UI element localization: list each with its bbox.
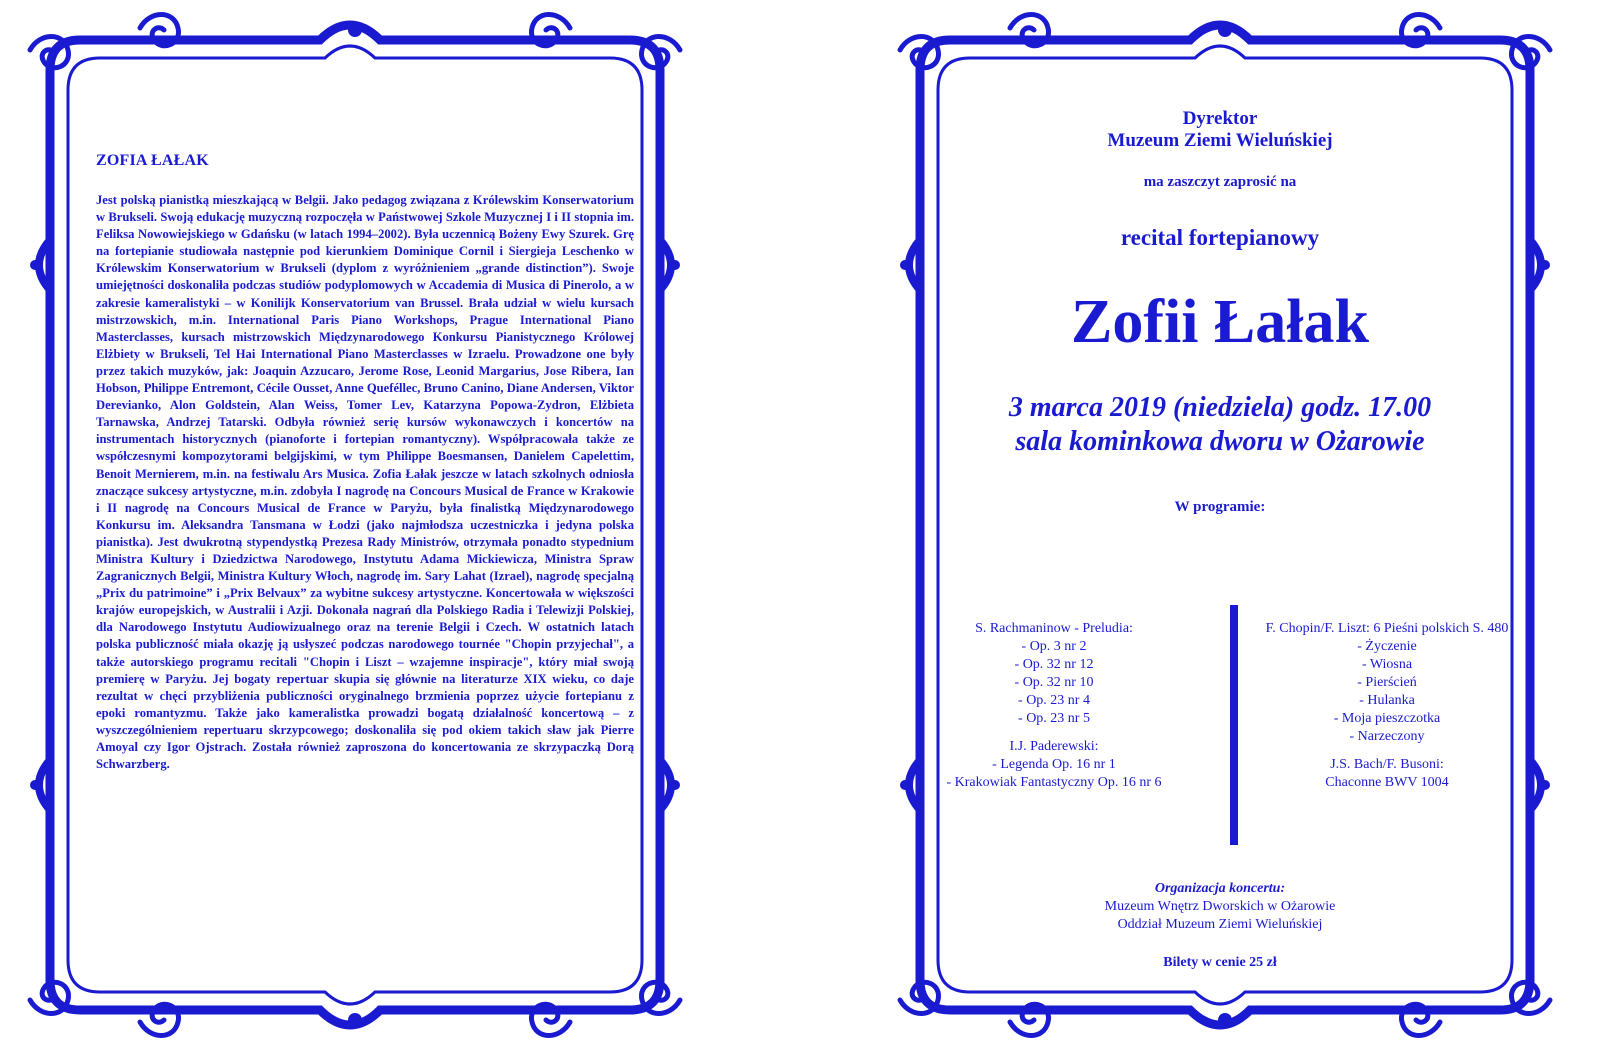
program-item: - Op. 3 nr 2 xyxy=(1021,639,1087,654)
program-item: F. Chopin/F. Liszt: 6 Pieśni polskich S. 480 xyxy=(1265,621,1509,636)
program-item: - Wiosna xyxy=(1361,657,1413,672)
host-title: Dyrektor xyxy=(1182,108,1258,129)
program-item: - Op. 23 nr 5 xyxy=(1018,711,1090,726)
host-institution: Muzeum Ziemi Wieluńskiej xyxy=(1107,130,1333,151)
program-spacer xyxy=(1222,746,1552,756)
biography-text: Jest polską pianistką mieszkającą w Belgii. Jako pedagog związana z Królewskim Konserwatorium w Brukseli. Swoją edukację muzyczną rozpoczęła w Państwowej Szkole Muzycznej I i II stopnia im. Feliksa Nowowiejskiego w Gdańsku (w latach 1994–2002). Była uczennicą Bożeny Ewy Szurek. Grę na fortepianie studiowała następnie pod kierunkiem Dominique Cornil i Siergieja Leschenko w Królewskim Konserwatorium w Brukseli (dyplom z wyróżnieniem „grande distinction”). Swoje umiejętności doskonaliła podczas studiów podyplomowych w Accademia di Musica di Pinerolo, a w zakresie kameralistyki – w Konilijk Konservatorium van Brussel. Brała udział w wielu kursach mistrzowskich, m.in. International Paris Piano Workshops, Prague International Piano Masterclasses, kursach mistrzowskich Międzynarodowego Konkursu Pianistycznego Królowej Elżbiety w Brukseli, Tel Hai International Piano Masterclasses w Izraelu. Prowadzone one były przez takich muzyków, jak: Joaquin Azzucaro, Jerome Rose, Leonid Margarius, Jose Ribera, Ian Hobson, Philippe Entremont, Cécile Ousset, Anne Queféllec, Bruno Canino, Diane Andersen, Viktor Derevianko, Alon Goldstein, Alan Weiss, Tomer Lev, Katarzyna Popowa-Zydron, Elżbieta Tarnawska, Andrzej Tatarski. Odbyła również serię kursów wykonawczych i koncertów na instrumentach historycznych (pianoforte i fortepian romantyczny). Współpracowała także ze współczesnymi kompozytorami belgijskimi, w tym Philippe Boesmansen, Danielem Capelettim, Benoit Mernierem, m.in. na festiwalu Ars Musica. Zofia Łałak jeszcze w latach szkolnych odniosła znaczące sukcesy artystyczne, m.in. zdobyła I nagrodę na Concours Musical de France w Krakowie i II nagrodę na Concours Musical de France w Paryżu, była finalistką Międzynarodowego Konkursu im. Aleksandra Tansmana w Łodzi (jako najmłodsza uczestniczka i jedyna polska pianistka). Jest dwukrotną stypendystką Prezesa Rady Ministrów, otrzymała ponadto stypednium Ministra Kultury i Dziedzictwa Narodowego, Instytutu Adama Mickiewicza, Ministra Spraw Zagranicznych Belgii, Ministra Kultury Włoch, nagrodę im. Sary Lahat (Izrael), nagrodę specjalną „Prix du patrimoine” i „Prix Belvaux” za wybitne sukcesy artystyczne. Koncertowała w większości krajów europejskich, w Australii i Azji. Dokonała nagrań dla Polskiego Radia i Telewizji Polskiej, dla Narodowego Instytutu Audiowizualnego oraz na terenie Belgii i Czech. W ostatnich latach polska publiczność miała okazję ją usłyszeć podczas narodowego tournée "Chopin przyjechał", a także autorskiego programu recitali "Chopin i Liszt – wzajemne inspiracje", który miał swoją premierę w Paryżu. Jej bogaty repertuar skupia się głównie na literaturze XIX wieku, co daje rezultat w chęci przybliżenia publiczności oryginalnego brzmienia poprzez użycie fortepianu z epoki romantyzmu. Także jako kameralistka prowadzi bogatą działalność koncertową – z wyszczególnieniem repertuaru skrzypcowego; doskonaliła się pod okiem takich sław jak Pierre Amoyal czy Igor Ojstrach. Została również zaproszona do koncertowania ze skrzypaczką Dorą Schwarzberg. xyxy=(96,193,634,772)
organizer-section xyxy=(900,880,1540,972)
program-item: - Hulanka xyxy=(1359,693,1415,708)
invitation-section xyxy=(900,108,1540,516)
biography-section xyxy=(96,152,634,773)
program-item: - Narzeczony xyxy=(1349,729,1425,744)
event-type: recital fortepianowy xyxy=(1120,225,1320,250)
organizer-line: Oddział Muzeum Ziemi Wieluńskiej xyxy=(1117,917,1323,932)
biography-title: ZOFIA ŁAŁAK xyxy=(96,152,209,169)
program-left-column xyxy=(904,620,1204,792)
performer-name: Zofii Łałak xyxy=(1070,288,1369,356)
event-venue: sala kominkowa dworu w Ożarowie xyxy=(1015,426,1425,457)
program-item: - Op. 32 nr 10 xyxy=(1014,675,1094,690)
program-item: I.J. Paderewski: xyxy=(1009,739,1099,754)
program-right-column xyxy=(1222,620,1552,792)
program-item: Chaconne BWV 1004 xyxy=(1325,775,1449,790)
program-item: - Pierścień xyxy=(1357,675,1417,690)
ticket-price: Bilety w cenie 25 zł xyxy=(1163,955,1277,970)
invite-line: ma zaszczyt zaprosić na xyxy=(1143,174,1297,190)
program-heading: W programie: xyxy=(1174,499,1266,515)
organizer-line: Muzeum Wnętrz Dworskich w Ożarowie xyxy=(1104,899,1336,914)
event-date: 3 marca 2019 (niedziela) godz. 17.00 xyxy=(1008,392,1432,423)
program-item: - Krakowiak Fantastyczny Op. 16 nr 6 xyxy=(946,775,1162,790)
program-item: - Moja pieszczotka xyxy=(1333,711,1441,726)
organizer-heading: Organizacja koncertu: xyxy=(1154,881,1286,896)
program-item: J.S. Bach/F. Busoni: xyxy=(1330,757,1444,772)
program-item: - Legenda Op. 16 nr 1 xyxy=(992,757,1116,772)
program-item: - Życzenie xyxy=(1357,639,1417,654)
program-item: - Op. 23 nr 4 xyxy=(1018,693,1090,708)
program-item: S. Rachmaninow - Preludia: xyxy=(975,621,1133,636)
program-spacer xyxy=(904,728,1204,738)
program-item: - Op. 32 nr 12 xyxy=(1014,657,1094,672)
